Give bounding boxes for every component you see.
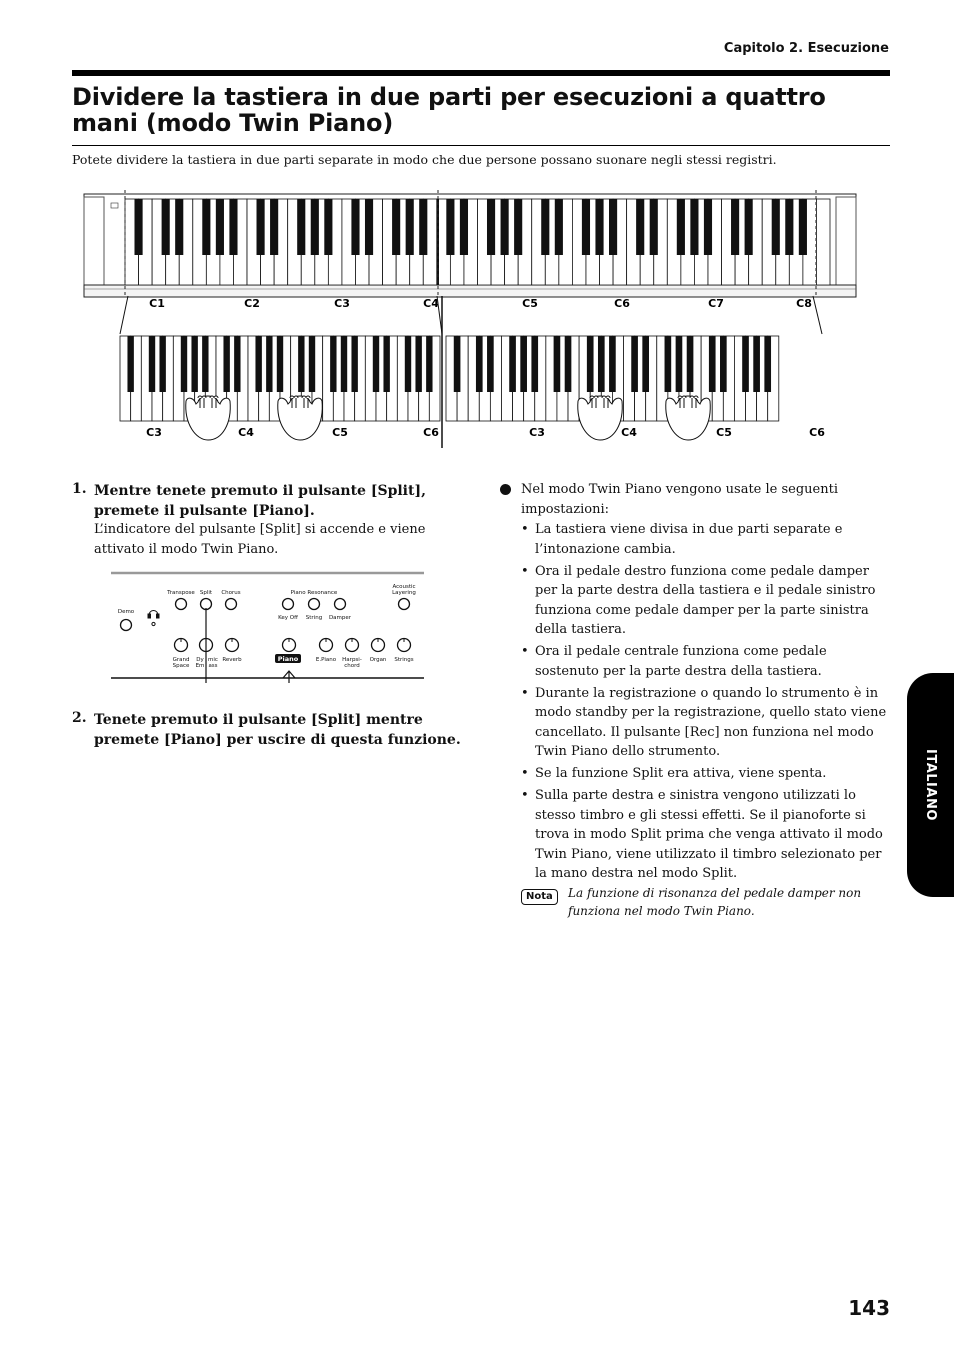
black-key: [351, 199, 359, 255]
page-title: Dividere la tastiera in due parti per esecuzioni a quattro mani (modo Twin Piano): [72, 83, 826, 137]
black-key: [476, 336, 483, 392]
key-off-button[interactable]: [283, 599, 294, 610]
piano-label: Piano: [277, 655, 299, 663]
black-key: [159, 336, 165, 392]
split-button[interactable]: [201, 599, 212, 610]
black-key: [341, 336, 347, 392]
acoustic-layering-button[interactable]: [399, 599, 410, 610]
black-key: [650, 199, 658, 255]
black-key: [555, 199, 563, 255]
octave-label: C2: [244, 297, 260, 310]
keyboard-illustration: [80, 186, 860, 451]
black-key: [587, 336, 594, 392]
string-resonance-label: String: [305, 615, 323, 621]
octave-label: C3: [529, 426, 545, 439]
octave-label: C1: [149, 297, 165, 310]
list-item: • Durante la registrazione o quando lo strumento è in modo standby per la registrazione, quello stato viene cancellato. Il pulsante [Rec] non funziona nel modo Twin Piano dello strumento.: [521, 685, 887, 759]
black-key: [415, 336, 421, 392]
black-key: [175, 199, 183, 255]
black-key: [373, 336, 379, 392]
nota-text: La funzione di risonanza del pedale damper non funziona nel modo Twin Piano.: [568, 886, 862, 918]
black-key: [351, 336, 357, 392]
dynamic-label-d: ass: [208, 663, 218, 669]
octave-label: C4: [238, 426, 254, 439]
black-key: [676, 336, 683, 392]
octave-label: C3: [146, 426, 162, 439]
white-key: [816, 199, 830, 285]
black-key: [405, 336, 411, 392]
step-1-description: L’indicatore del pulsante [Split] si accende e viene attivato il modo Twin Piano.: [94, 522, 426, 557]
black-key: [330, 336, 336, 392]
black-key: [134, 199, 142, 255]
harpsichord-label-a: Harpsi-: [342, 657, 362, 663]
step-1-number: 1.: [72, 481, 87, 497]
black-key: [687, 336, 694, 392]
black-key: [234, 336, 240, 392]
black-key: [365, 199, 373, 255]
list-item: • Ora il pedale centrale funziona come pedale sostenuto per la parte destra della tastiera.: [521, 644, 827, 679]
black-key: [631, 336, 638, 392]
hand-icon: [186, 396, 230, 440]
grand-label: Grand: [172, 657, 190, 663]
damper-label: Damper: [328, 615, 352, 621]
hand-icon: [278, 396, 322, 440]
chorus-button[interactable]: [226, 599, 237, 610]
black-key: [595, 199, 603, 255]
octave-label: C4: [621, 426, 637, 439]
harpsichord-label-b: chord: [344, 663, 360, 669]
black-key: [598, 336, 605, 392]
black-key: [609, 199, 617, 255]
black-key: [704, 199, 712, 255]
layering-label: Layering: [392, 590, 416, 596]
hand-icon: [666, 396, 710, 440]
black-key: [742, 336, 749, 392]
intro-text: Potete dividere la tastiera in due parti separate in modo che due persone possano suonare negli stessi registri.: [72, 152, 777, 167]
header-rule: [72, 70, 890, 76]
black-key: [426, 336, 432, 392]
settings-intro: Nel modo Twin Piano vengono usate le seguenti impostazioni:: [521, 482, 839, 517]
black-key: [745, 199, 753, 255]
black-key: [772, 199, 780, 255]
list-item: • La tastiera viene divisa in due parti separate e l’intonazione cambia.: [521, 522, 843, 557]
black-key: [460, 199, 468, 255]
black-key: [266, 336, 272, 392]
black-key: [383, 336, 389, 392]
step-2-number: 2.: [72, 710, 87, 726]
octave-label: C5: [716, 426, 732, 439]
octave-label: C4: [423, 297, 439, 310]
list-item: • Sulla parte destra e sinistra vengono utilizzati lo stesso timbro e gli stessi effetti. Se il pianoforte si trova in modo Split prima che venga attivato il modo Twin Piano, viene utilizzato il timbro selezionato per la mano destra nel modo Split.: [521, 788, 883, 881]
control-panel-illustration: [108, 568, 428, 683]
dynamic-label-a: Dy: [196, 657, 204, 663]
black-key: [454, 336, 461, 392]
black-key: [298, 336, 304, 392]
black-key: [311, 199, 319, 255]
transpose-button[interactable]: [176, 599, 187, 610]
full-keyboard-labels: [149, 297, 812, 310]
octave-label: C6: [423, 426, 439, 439]
black-key: [216, 199, 224, 255]
black-key: [324, 199, 332, 255]
string-resonance-button[interactable]: [309, 599, 320, 610]
black-key: [181, 336, 187, 392]
black-key: [127, 336, 133, 392]
black-key: [541, 199, 549, 255]
black-key: [636, 199, 644, 255]
key-off-label: Key Off: [278, 615, 298, 621]
octave-label: C8: [796, 297, 812, 310]
chorus-label: Chorus: [221, 590, 241, 596]
piano-resonance-label: Piano Resonance: [290, 590, 338, 596]
demo-label: Demo: [117, 609, 135, 615]
black-key: [202, 336, 208, 392]
black-key: [297, 199, 305, 255]
black-key: [509, 336, 516, 392]
step-2-instruction: Tenete premuto il pulsante [Split] mentre premete [Piano] per uscire di questa funzione.: [94, 712, 461, 748]
list-item: • Se la funzione Split era attiva, viene spenta.: [521, 766, 827, 781]
black-key: [531, 336, 538, 392]
acoustic-label: Acoustic: [392, 584, 416, 590]
black-key: [487, 199, 495, 255]
black-key: [554, 336, 561, 392]
dynamic-label-b: mic: [208, 657, 218, 663]
dynamic-label-c: Em: [195, 663, 205, 669]
black-key: [731, 199, 739, 255]
settings-list: [521, 520, 888, 886]
transpose-label: Transpose: [167, 590, 195, 596]
headphones-icon: [148, 611, 159, 626]
black-key: [406, 199, 414, 255]
black-key: [309, 336, 315, 392]
black-key: [565, 336, 572, 392]
black-key: [223, 336, 229, 392]
title-rule: [72, 145, 890, 146]
black-key: [229, 199, 237, 255]
octave-label: C5: [522, 297, 538, 310]
octave-label: C3: [334, 297, 350, 310]
black-key: [446, 199, 454, 255]
black-key: [709, 336, 716, 392]
epiano-label: E.Piano: [315, 657, 337, 663]
black-key: [149, 336, 155, 392]
black-key: [720, 336, 727, 392]
black-key: [191, 336, 197, 392]
black-key: [665, 336, 672, 392]
black-key: [392, 199, 400, 255]
split-label: Split: [199, 590, 213, 596]
bullet-dot-icon: [500, 484, 511, 495]
black-key: [609, 336, 616, 392]
space-label: Space: [172, 663, 190, 669]
octave-label: C7: [708, 297, 724, 310]
black-key: [520, 336, 527, 392]
octave-label: C6: [809, 426, 825, 439]
black-key: [753, 336, 760, 392]
hand-icon: [578, 396, 622, 440]
black-key: [257, 199, 265, 255]
black-key: [799, 199, 807, 255]
black-key: [270, 199, 278, 255]
black-key: [677, 199, 685, 255]
demo-button[interactable]: [121, 620, 132, 631]
list-item: • Ora il pedale destro funziona come pedale damper per la parte destra della tastiera e il pedale sinistro funziona come pedale damper per la parte sinistra della tastiera.: [521, 563, 876, 637]
language-tab-label: ITALIANO: [923, 749, 938, 821]
black-key: [255, 336, 261, 392]
black-key: [501, 199, 509, 255]
black-key: [162, 199, 170, 255]
organ-label: Organ: [369, 657, 387, 663]
black-key: [764, 336, 771, 392]
nota-badge: Nota: [521, 889, 558, 905]
damper-button[interactable]: [335, 599, 346, 610]
strings-label: Strings: [394, 657, 414, 663]
step-1-instruction: Mentre tenete premuto il pulsante [Split], premete il pulsante [Piano].: [94, 483, 426, 519]
octave-label: C5: [332, 426, 348, 439]
octave-label: C6: [614, 297, 630, 310]
black-key: [487, 336, 494, 392]
black-key: [514, 199, 522, 255]
chapter-header: Capitolo 2. Esecuzione: [723, 41, 889, 56]
black-key: [690, 199, 698, 255]
black-key: [582, 199, 590, 255]
full-keyboard-keys: [125, 199, 830, 285]
black-key: [785, 199, 793, 255]
black-key: [642, 336, 649, 392]
reverb-label: Reverb: [222, 657, 242, 663]
page-number: 143: [848, 1296, 890, 1320]
black-key: [277, 336, 283, 392]
black-key: [419, 199, 427, 255]
black-key: [202, 199, 210, 255]
